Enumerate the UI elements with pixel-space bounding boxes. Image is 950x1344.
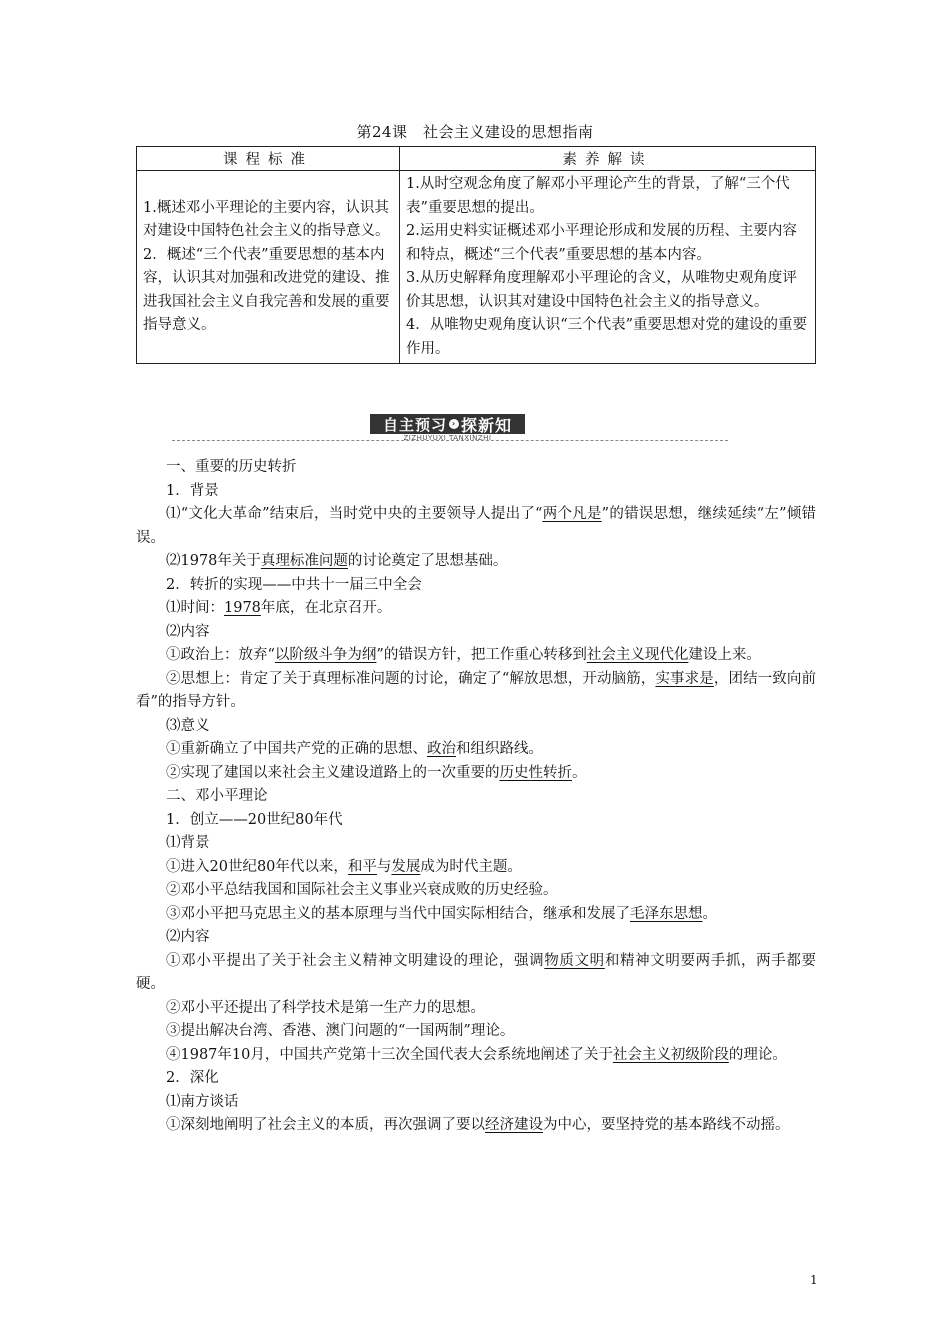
banner-subtitle: ZIZHUYUXI TANXINZHI <box>403 434 492 442</box>
paragraph: ①进入20世纪80年代以来，和平与发展成为时代主题。 <box>166 858 522 875</box>
paragraph: ③提出解决台湾、香港、澳门问题的“一国两制”理论。 <box>166 1023 515 1039</box>
blank-answer: 和平 <box>347 858 377 875</box>
literacy-item: 1.从时空观念角度了解邓小平理论产生的背景，了解“三个代表”重要思想的提出。 <box>406 176 790 216</box>
literacy-item: 4．从唯物史观角度认识“三个代表”重要思想对党的建设的重要作用。 <box>406 317 808 357</box>
subsection-heading: 2．转折的实现——中共十一届三中全会 <box>166 576 422 593</box>
page-title: 第24课 社会主义建设的思想指南 <box>356 123 594 141</box>
paragraph: ①重新确立了中国共产党的正确的思想、政治和组织路线。 <box>166 741 543 757</box>
table-header-standard: 课程标准 <box>137 147 400 171</box>
paragraph: ②邓小平总结我国和国际社会主义事业兴衰成败的历史经验。 <box>166 882 558 898</box>
paragraph: ④1987年10月，中国共产党第十三次全国代表大会系统地阐述了关于社会主义初级阶段的理论。 <box>166 1046 787 1063</box>
subsection-heading: 1．背景 <box>166 482 219 499</box>
blank-answer: 社会主义现代化 <box>586 647 689 663</box>
paragraph: ⑴时间：1978年底，在北京召开。 <box>166 600 392 616</box>
blank-answer: 两个凡是 <box>542 506 602 522</box>
paragraph: ①邓小平提出了关于社会主义精神文明建设的理论，强调物质文明和精神文明要两手抓，两手都要硬。 <box>136 952 817 992</box>
paragraph: ⑴南方谈话 <box>166 1093 239 1110</box>
blank-answer: 发展 <box>391 858 421 875</box>
blank-answer: 历史性转折 <box>499 764 572 781</box>
literacy-cell <box>400 171 816 364</box>
blank-answer: 真理标准问题 <box>260 553 348 569</box>
curriculum-table <box>136 146 816 364</box>
paragraph: ②思想上：肯定了关于真理标准问题的讨论，确定了“解放思想，开动脑筋，实事求是，团结一致向前看”的指导方针。 <box>136 670 816 710</box>
paragraph: ⑵内容 <box>166 929 210 945</box>
paragraph: ②实现了建国以来社会主义建设道路上的一次重要的历史性转折。 <box>166 764 587 781</box>
paragraph: ②邓小平还提出了科学技术是第一生产力的思想。 <box>166 999 485 1016</box>
banner-text-preview: 自主预习 <box>382 415 447 434</box>
section-heading: 一、重要的历史转折 <box>166 459 297 475</box>
paragraph: ①政治上：放弃“以阶级斗争为纲”的错误方针，把工作重心转移到社会主义现代化建设上来。 <box>166 647 761 663</box>
paragraph: ⑴“文化大革命”结束后，当时党中央的主要领导人提出了“两个凡是”的错误思想，继续延续“左”倾错误。 <box>136 506 816 546</box>
blank-answer: 1978 <box>224 600 261 616</box>
subsection-heading: 2．深化 <box>166 1070 219 1086</box>
paragraph: ⑶意义 <box>166 717 210 734</box>
blank-answer: 以阶级斗争为纲 <box>274 647 377 663</box>
table-header-literacy: 素养解读 <box>400 147 816 171</box>
literacy-item: 3.从历史解释角度理解邓小平理论的含义，从唯物史观角度评价其思想，认识其对建设中国特色社会主义的指导意义。 <box>406 270 797 310</box>
main-content <box>136 456 816 1138</box>
blank-answer: 经济建设 <box>485 1117 543 1133</box>
table-bottom-gap <box>177 396 724 412</box>
paragraph: ⑴背景 <box>166 835 210 851</box>
chevron-right-icon: › <box>449 419 459 429</box>
blank-answer: 政治 <box>427 741 456 757</box>
blank-answer: 实事求是 <box>655 670 714 687</box>
banner-text-new: 探新知 <box>461 415 513 435</box>
section-heading: 二、邓小平理论 <box>166 788 268 804</box>
paragraph: ③邓小平把马克思主义的基本原理与当代中国实际相结合，继承和发展了毛泽东思想。 <box>166 905 717 922</box>
subsection-heading: 1．创立——20世纪80年代 <box>166 811 343 828</box>
standard-item: 1.概述邓小平理论的主要内容，认识其对建设中国特色社会主义的指导意义。 <box>143 199 390 239</box>
paragraph: ①深刻地阐明了社会主义的本质，再次强调了要以经济建设为中心，要坚持党的基本路线不动摇。 <box>166 1117 790 1133</box>
standard-item: 2．概述“三个代表”重要思想的基本内容，认识其对加强和改进党的建设、推进我国社会主义自我完善和发展的重要指导意义。 <box>143 246 390 333</box>
standard-cell <box>137 171 400 364</box>
section-banner <box>370 414 525 434</box>
paragraph: ⑵内容 <box>166 623 210 640</box>
literacy-item: 2.运用史料实证概述邓小平理论形成和发展的历程、主要内容和特点，概述“三个代表”重要思想的基本内容。 <box>406 223 797 263</box>
blank-answer: 毛泽东思想 <box>630 905 703 922</box>
blank-answer: 社会主义初级阶段 <box>612 1046 729 1063</box>
blank-answer: 物质文明 <box>544 952 605 969</box>
paragraph: ⑵1978年关于真理标准问题的讨论奠定了思想基础。 <box>166 553 508 569</box>
